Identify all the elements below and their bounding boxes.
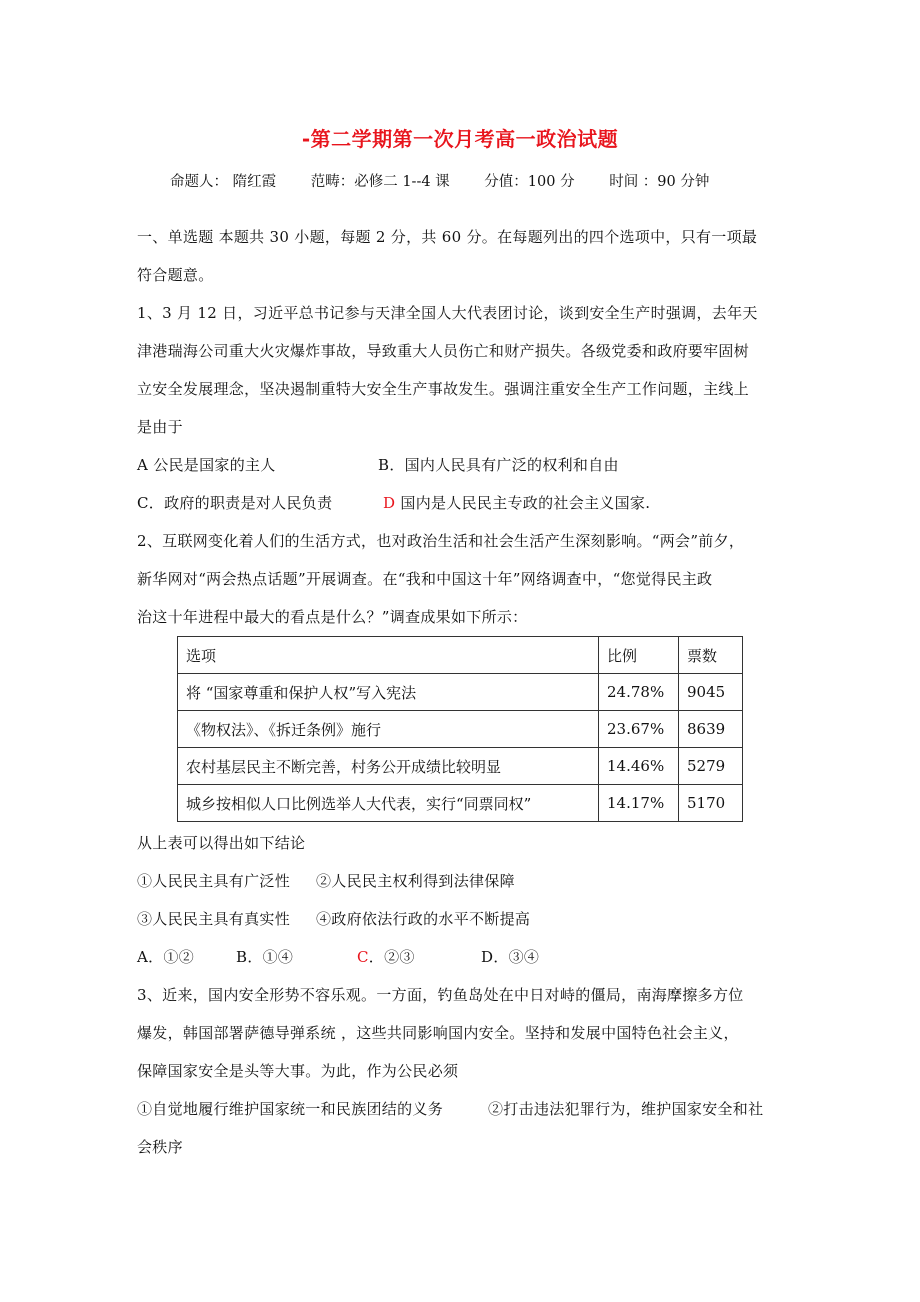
q2-conclusion: 从上表可以得出如下结论 (137, 834, 306, 852)
table-row (178, 711, 743, 748)
header-ratio: 比例 (599, 637, 679, 674)
table-row (178, 674, 743, 711)
q2-statement-4: ④政府依法行政的水平不断提高 (316, 910, 531, 928)
table-row (178, 748, 743, 785)
q1-option-b: B．国内人民具有广泛的权利和自由 (378, 456, 619, 474)
answer-mark: C (357, 948, 369, 966)
q1-option-a: A 公民是国家的主人 (137, 456, 276, 474)
survey-table (177, 636, 743, 822)
q2-statement-1: ①人民民主具有广泛性 (137, 872, 291, 890)
q2-statement-3: ③人民民主具有真实性 (137, 910, 291, 928)
q1-text: 立安全发展理念，坚决遏制重特大安全生产事故发生。强调注重安全生产工作问题，主线上 (137, 380, 750, 398)
page-title: -第二学期第一次月考高一政治试题 (301, 127, 619, 151)
table-header-row (178, 637, 743, 674)
author: 命题人： 隋红霞 (170, 174, 277, 190)
table-row (178, 785, 743, 822)
time-limit: 时间 ：90 分钟 (609, 174, 710, 190)
cell-option: 将 “国家尊重和保护人权”写入宪法 (178, 674, 599, 711)
q3-statement-2-cont: 会秩序 (137, 1138, 183, 1156)
q1-text: 津港瑞海公司重大火灾爆炸事故，导致重大人员伤亡和财产损失。各级党委和政府要牢固树 (137, 342, 750, 360)
q2-text: 治这十年进程中最大的看点是什么？”调查成果如下所示： (137, 608, 528, 626)
cell-votes: 9045 (679, 674, 743, 711)
section-instruction-cont: 符合题意。 (137, 266, 214, 284)
cell-option: 《物权法》、《拆迁条例》施行 (178, 711, 599, 748)
scope: 范畴：必修二 1--4 课 (310, 174, 450, 190)
q2-text: 新华网对“两会热点话题”开展调查。在“我和中国这十年”网络调查中，“您觉得民主政 (137, 570, 713, 588)
q2-option-a: A．①② (137, 948, 195, 966)
q2-option-d: D．③④ (481, 948, 540, 966)
q1-option-d (383, 493, 650, 513)
q3-text: 保障国家安全是头等大事。为此，作为公民必须 (137, 1062, 459, 1080)
cell-option: 城乡按相似人口比例选举人大代表，实行“同票同权” (178, 785, 599, 822)
cell-votes: 5170 (679, 785, 743, 822)
section-instruction: 一、单选题 本题共 30 小题，每题 2 分，共 60 分。在每题列出的四个选项中，只有一项最 (137, 228, 758, 246)
cell-ratio: 24.78% (599, 674, 679, 711)
q1-option-c: C．政府的职责是对人民负责 (137, 494, 333, 512)
q2-option-c-text: ．②③ (368, 948, 415, 966)
cell-votes: 5279 (679, 748, 743, 785)
q1-text: 1、3 月 12 日，习近平总书记参与天津全国人大代表团讨论，谈到安全生产时强调，去年天 (137, 304, 758, 322)
header-option: 选项 (178, 637, 599, 674)
q2-statement-2: ②人民民主权利得到法律保障 (316, 872, 515, 890)
cell-ratio: 14.46% (599, 748, 679, 785)
q3-statement-2: ②打击违法犯罪行为，维护国家安全和社 (488, 1100, 764, 1118)
q3-text: 3、近来，国内安全形势不容乐观。一方面，钓鱼岛处在中日对峙的僵局，南海摩擦多方位 (137, 986, 744, 1004)
exam-meta (170, 170, 739, 191)
cell-ratio: 14.17% (599, 785, 679, 822)
q2-text: 2、互联网变化着人们的生活方式，也对政治生活和社会生活产生深刻影响。“两会”前夕， (137, 532, 745, 550)
cell-ratio: 23.67% (599, 711, 679, 748)
header-votes: 票数 (679, 637, 743, 674)
q1-option-d-text: 国内是人民民主专政的社会主义国家. (400, 494, 651, 512)
q2-option-b: B．①④ (236, 948, 294, 966)
q3-text: 爆发，韩国部署萨德导弹系统 ，这些共同影响国内安全。坚持和发展中国特色社会主义， (137, 1024, 739, 1042)
q1-text: 是由于 (137, 418, 183, 436)
q2-option-c (357, 947, 415, 967)
cell-votes: 8639 (679, 711, 743, 748)
q3-statement-1: ①自觉地履行维护国家统一和民族团结的义务 (137, 1100, 444, 1118)
score: 分值：100 分 (484, 174, 575, 190)
answer-mark: D (383, 494, 396, 512)
cell-option: 农村基层民主不断完善，村务公开成绩比较明显 (178, 748, 599, 785)
